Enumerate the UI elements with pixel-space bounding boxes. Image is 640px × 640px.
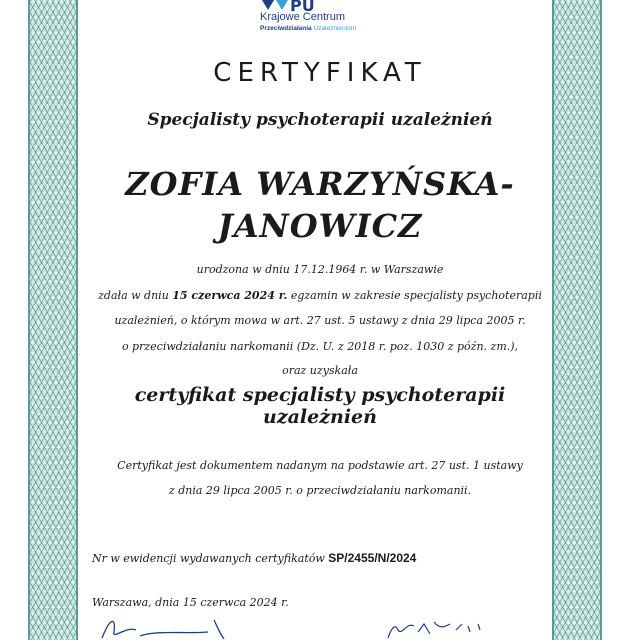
law-line-1: uzależnień, o którym mowa w art. 27 ust. 5 ustawy z dnia 29 lipca 2005 r. xyxy=(114,314,526,327)
birth-prefix: urodzona w dniu xyxy=(196,263,294,276)
holder-name-line-1: ZOFIA WARZYŃSKA- xyxy=(125,165,515,203)
logo-title: Krajowe Centrum xyxy=(260,11,345,23)
registry-number-line xyxy=(92,551,416,565)
holder-name xyxy=(100,163,540,247)
birth-line xyxy=(80,263,560,276)
exam-prefix: zdała w dniu xyxy=(98,289,173,302)
certificate-heading: CERTYFIKAT xyxy=(213,58,427,88)
document-basis-line-1: Certyfikat jest dokumentem nadanym na podstawie art. 27 ust. 1 ustawy xyxy=(117,459,523,472)
holder-name-line-2: JANOWICZ xyxy=(217,207,423,245)
birth-suffix: r. w Warszawie xyxy=(356,263,444,276)
kcpu-logo xyxy=(260,0,380,36)
exam-line xyxy=(80,289,560,302)
document-basis-line-2: z dnia 29 lipca 2005 r. o przeciwdziałaniu narkomanii. xyxy=(168,484,472,497)
place-and-date: Warszawa, dnia 15 czerwca 2024 r. xyxy=(92,596,289,609)
birth-date: 17.12.1964 xyxy=(293,263,357,276)
registry-number: SP/2455/N/2024 xyxy=(328,551,417,565)
logo-letters: PU xyxy=(290,0,315,15)
logo-subtitle-main: Przeciwdziałania xyxy=(260,25,312,32)
logo-subtitle xyxy=(260,25,380,32)
guilloche-border-left xyxy=(28,0,78,640)
certificate-subheading: Specjalisty psychoterapii uzależnień xyxy=(147,110,493,130)
logo-subtitle-accent: Uzależnieniom xyxy=(313,25,357,32)
signature-left xyxy=(96,612,246,640)
certificate-title-line: certyfikat specjalisty psychoterapii uzależnień xyxy=(134,384,506,428)
law-line-2: o przeciwdziałaniu narkomanii (Dz. U. z 2018 r. poz. 1030 z późn. zm.), xyxy=(121,340,519,353)
exam-date: 15 czerwca 2024 r. xyxy=(172,289,288,302)
exam-suffix: egzamin w zakresie specjalisty psychoterapii xyxy=(287,289,542,302)
obtained-line: oraz uzyskała xyxy=(282,364,358,377)
signature-right xyxy=(384,612,494,640)
registry-label: Nr w ewidencji wydawanych certyfikatów xyxy=(92,552,329,565)
